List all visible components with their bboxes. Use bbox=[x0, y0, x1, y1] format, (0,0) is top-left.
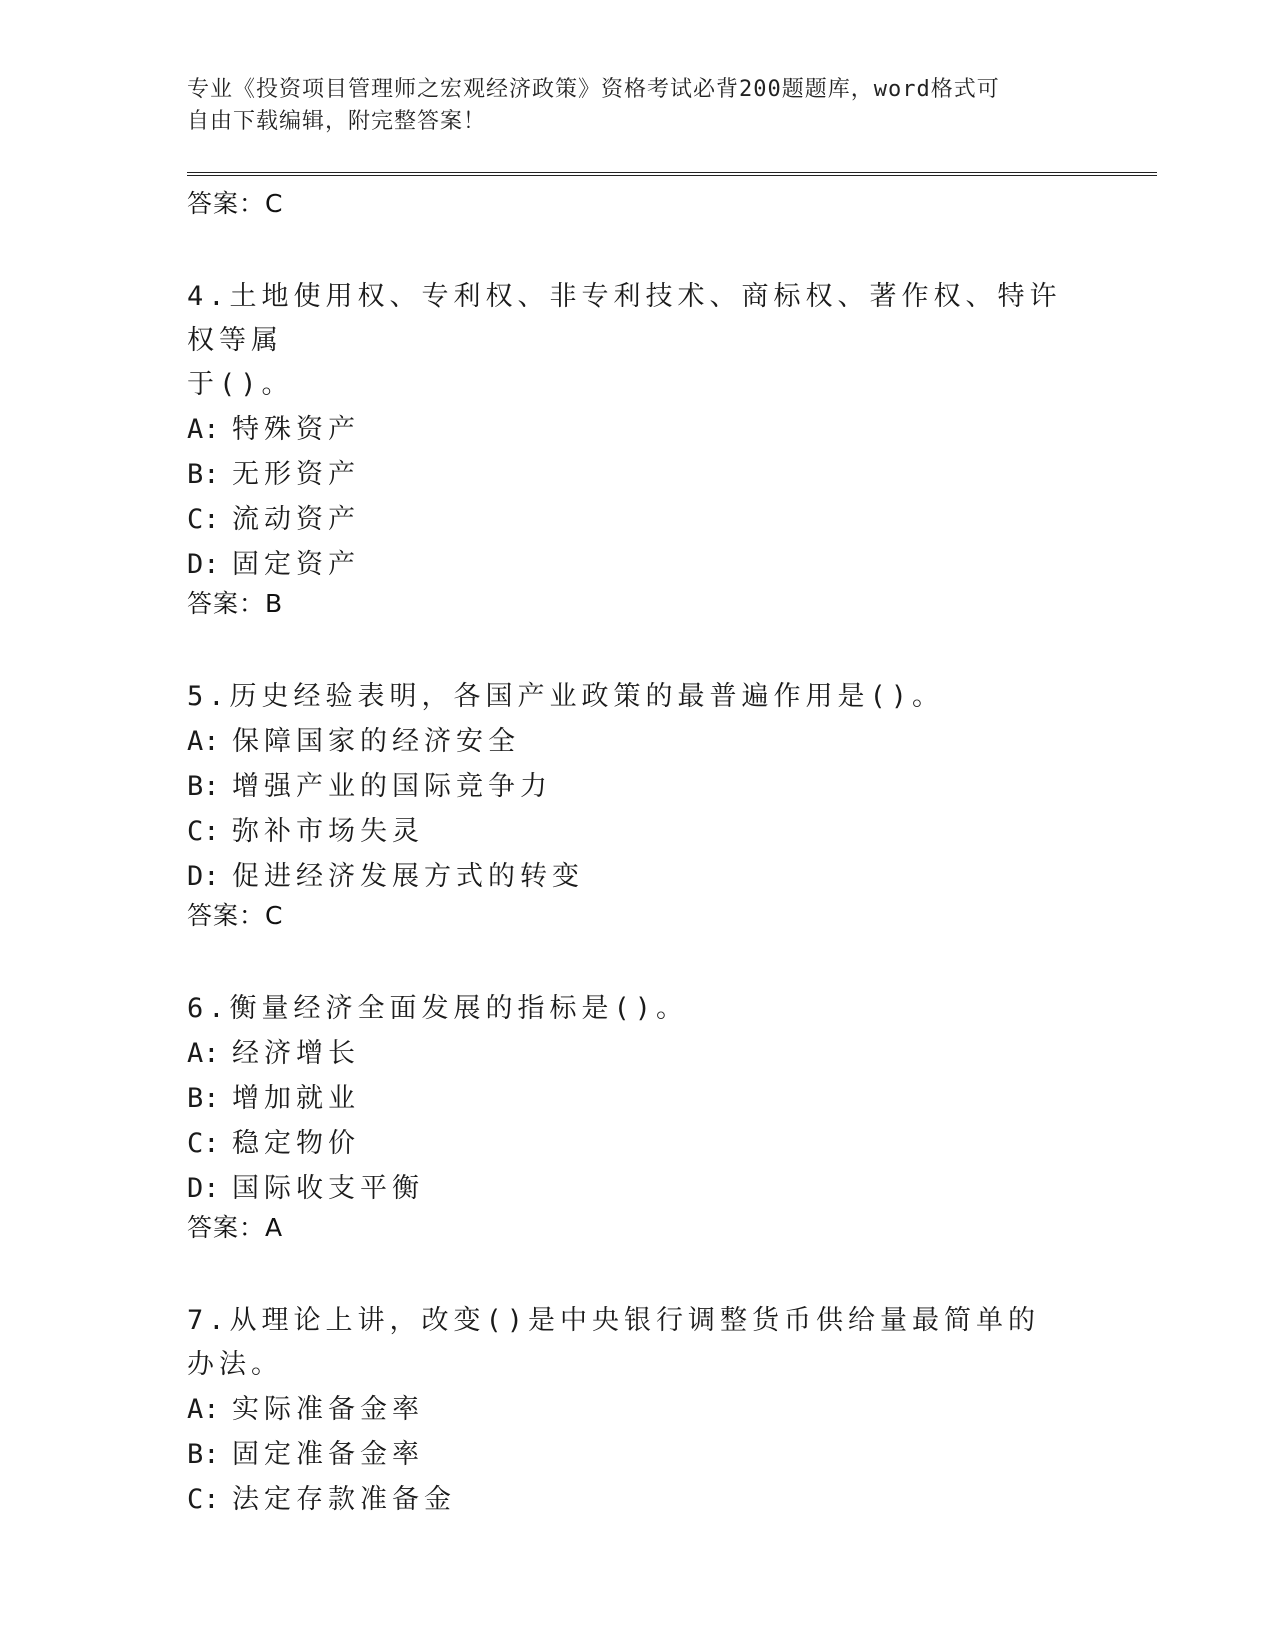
option-text: 流动资产 bbox=[232, 504, 360, 535]
option-letter: B: bbox=[187, 1083, 220, 1114]
option-letter: D: bbox=[187, 861, 220, 892]
option-d bbox=[187, 854, 1157, 899]
option-text: 法定存款准备金 bbox=[232, 1484, 456, 1515]
option-text: 稳定物价 bbox=[232, 1128, 360, 1159]
option-c bbox=[187, 809, 1157, 854]
answer-line: 答案：C bbox=[187, 189, 284, 218]
option-letter: D: bbox=[187, 1173, 220, 1204]
option-text: 固定准备金率 bbox=[232, 1439, 424, 1470]
option-a bbox=[187, 1387, 1157, 1432]
option-letter: A: bbox=[187, 726, 220, 757]
header-divider bbox=[187, 172, 1157, 176]
option-text: 增强产业的国际竞争力 bbox=[232, 771, 552, 802]
option-letter: C: bbox=[187, 1128, 220, 1159]
option-letter: C: bbox=[187, 816, 220, 847]
question-text-line: 5.历史经验表明，各国产业政策的最普遍作用是()。 bbox=[187, 681, 945, 712]
option-letter: A: bbox=[187, 1038, 220, 1069]
option-text: 固定资产 bbox=[232, 549, 360, 580]
option-letter: C: bbox=[187, 1484, 220, 1515]
option-c bbox=[187, 497, 1157, 542]
question-text bbox=[187, 675, 1067, 719]
option-b bbox=[187, 1432, 1157, 1477]
option-letter: A: bbox=[187, 1394, 220, 1425]
answer-line: 答案：B bbox=[187, 589, 284, 618]
question-block bbox=[187, 987, 1157, 1243]
option-text: 国际收支平衡 bbox=[232, 1173, 424, 1204]
question-block bbox=[187, 675, 1157, 931]
option-letter: B: bbox=[187, 459, 220, 490]
option-b bbox=[187, 1076, 1157, 1121]
option-b bbox=[187, 764, 1157, 809]
option-text: 弥补市场失灵 bbox=[232, 816, 424, 847]
option-d bbox=[187, 1166, 1157, 1211]
option-a bbox=[187, 1031, 1157, 1076]
question-text bbox=[187, 275, 1067, 407]
option-text: 经济增长 bbox=[232, 1038, 360, 1069]
option-text: 特殊资产 bbox=[232, 414, 360, 445]
question-text-line: 7.从理论上讲，改变()是中央银行调整货币供给量最简单的办法。 bbox=[187, 1305, 1041, 1380]
option-letter: C: bbox=[187, 504, 220, 535]
answer-line: 答案：A bbox=[187, 1213, 284, 1242]
question-text-line: 6.衡量经济全面发展的指标是()。 bbox=[187, 993, 689, 1024]
question-text-line: 4.土地使用权、专利权、非专利技术、商标权、著作权、特许权等属 bbox=[187, 281, 1062, 356]
option-a bbox=[187, 407, 1157, 452]
option-letter: B: bbox=[187, 771, 220, 802]
answer-line: 答案：C bbox=[187, 901, 284, 930]
option-c bbox=[187, 1477, 1157, 1522]
question-block bbox=[187, 275, 1157, 619]
option-text: 实际准备金率 bbox=[232, 1394, 424, 1425]
document-header bbox=[187, 74, 1067, 138]
option-letter: D: bbox=[187, 549, 220, 580]
option-text: 增加就业 bbox=[232, 1083, 360, 1114]
option-b bbox=[187, 452, 1157, 497]
question-text bbox=[187, 1299, 1067, 1387]
header-line-1: 专业《投资项目管理师之宏观经济政策》资格考试必背200题题库，word格式可 bbox=[187, 77, 1000, 102]
question-text-line: 于()。 bbox=[187, 369, 294, 400]
option-c bbox=[187, 1121, 1157, 1166]
option-text: 促进经济发展方式的转变 bbox=[232, 861, 584, 892]
document-page bbox=[187, 74, 1157, 1522]
option-text: 保障国家的经济安全 bbox=[232, 726, 520, 757]
option-d bbox=[187, 542, 1157, 587]
question-text bbox=[187, 987, 1067, 1031]
header-line-2: 自由下载编辑，附完整答案！ bbox=[187, 109, 487, 134]
option-text: 无形资产 bbox=[232, 459, 360, 490]
option-letter: B: bbox=[187, 1439, 220, 1470]
option-a bbox=[187, 719, 1157, 764]
option-letter: A: bbox=[187, 414, 220, 445]
question-block bbox=[187, 1299, 1157, 1522]
